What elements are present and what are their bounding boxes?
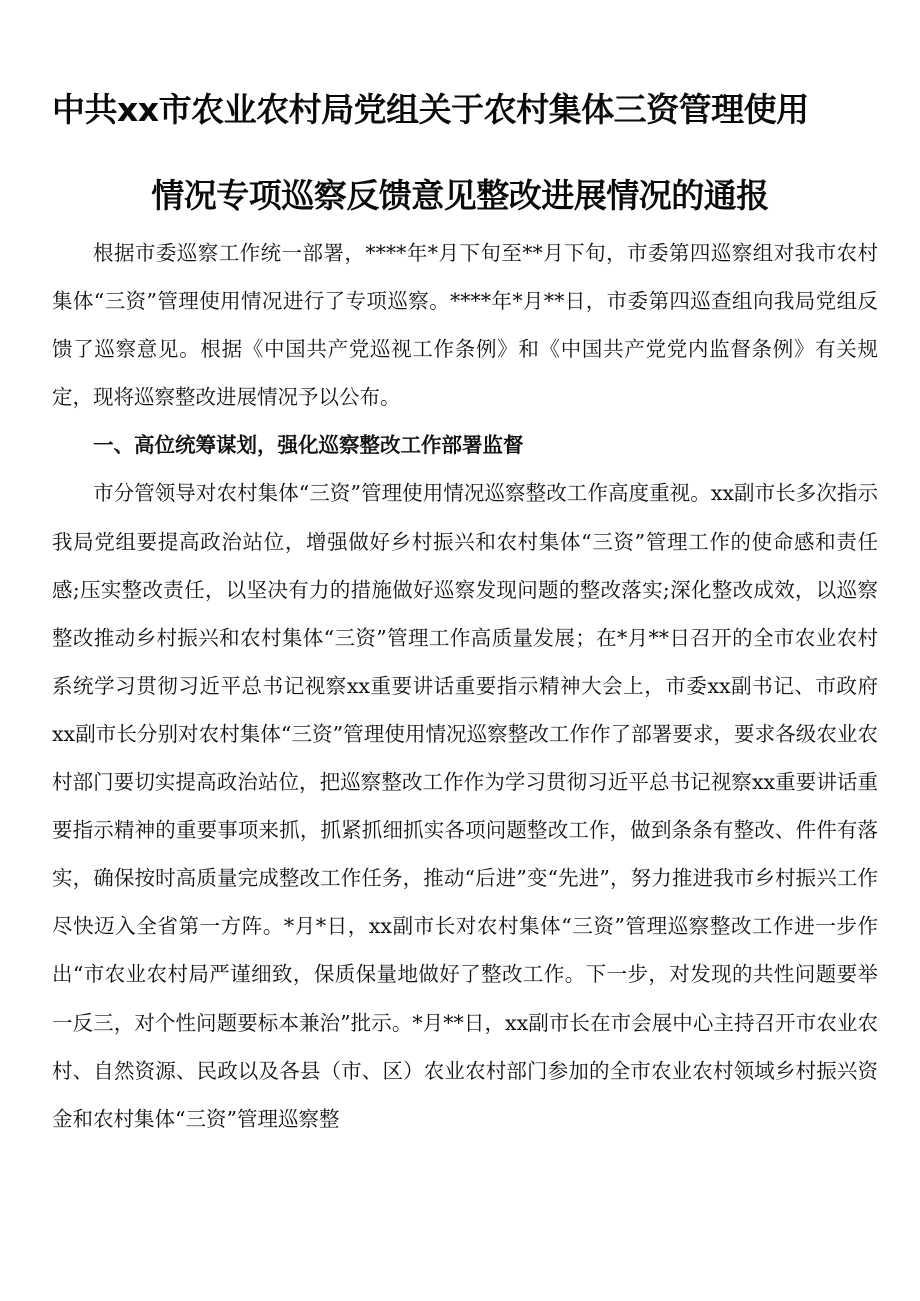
section-1-heading: 一、高位统筹谋划，强化巡察整改工作部署监督 bbox=[93, 433, 524, 458]
document-body bbox=[52, 229, 878, 1143]
intro-paragraph: 根据市委巡察工作统一部署，****年*月下旬至**月下旬，市委第四巡察组对我市农村集体“三资”管理使用情况进行了专项巡察。****年*月**日，市委第四巡查组向我局党组反馈了巡察意见。根据《中国共产党巡视工作条例》和《中国共产党党内监督条例》有关规定，现将巡察整改进展情况予以公布。 bbox=[52, 241, 878, 410]
document-title-line-1: 中共xx市农业农村局党组关于农村集体三资管理使用 bbox=[52, 90, 809, 129]
document-title-line-2: 情况专项巡察反馈意见整改进展情况的通报 bbox=[151, 176, 769, 215]
section-1-paragraph: 市分管领导对农村集体“三资”管理使用情况巡察整改工作高度重视。xx副市长多次指示我局党组要提高政治站位，增强做好乡村振兴和农村集体“三资”管理工作的使命感和责任感;压实整改责任，以坚决有力的措施做好巡察发现问题的整改落实;深化整改成效，以巡察整改推动乡村振兴和农村集体“三资”管理工作高质量发展；在*月**日召开的全市农业农村系统学习贯彻习近平总书记视察xx重要讲话重要指示精神大会上，市委xx副书记、市政府xx副市长分别对农村集体“三资”管理使用情况巡察整改工作作了部署要求，要求各级农业农村部门要切实提高政治站位，把巡察整改工作作为学习贯彻习近平总书记视察xx重要讲话重要指示精神的重要事项来抓，抓紧抓细抓实各项问题整改工作，做到条条有整改、件件有落实，确保按时高质量完成整改工作任务，推动“后进”变“先进”，努力推进我市乡村振兴工作尽快迈入全省第一方阵。*月*日，xx副市长对农村集体“三资”管理巡察整改工作进一步作出“市农业农村局严谨细致，保质保量地做好了整改工作。下一步，对发现的共性问题要举一反三，对个性问题要标本兼治”批示。*月**日，xx副市长在市会展中心主持召开市农业农村、自然资源、民政以及各县（市、区）农业农村部门参加的全市农业农村领域乡村振兴资金和农村集体“三资”管理巡察整 bbox=[52, 481, 878, 1131]
